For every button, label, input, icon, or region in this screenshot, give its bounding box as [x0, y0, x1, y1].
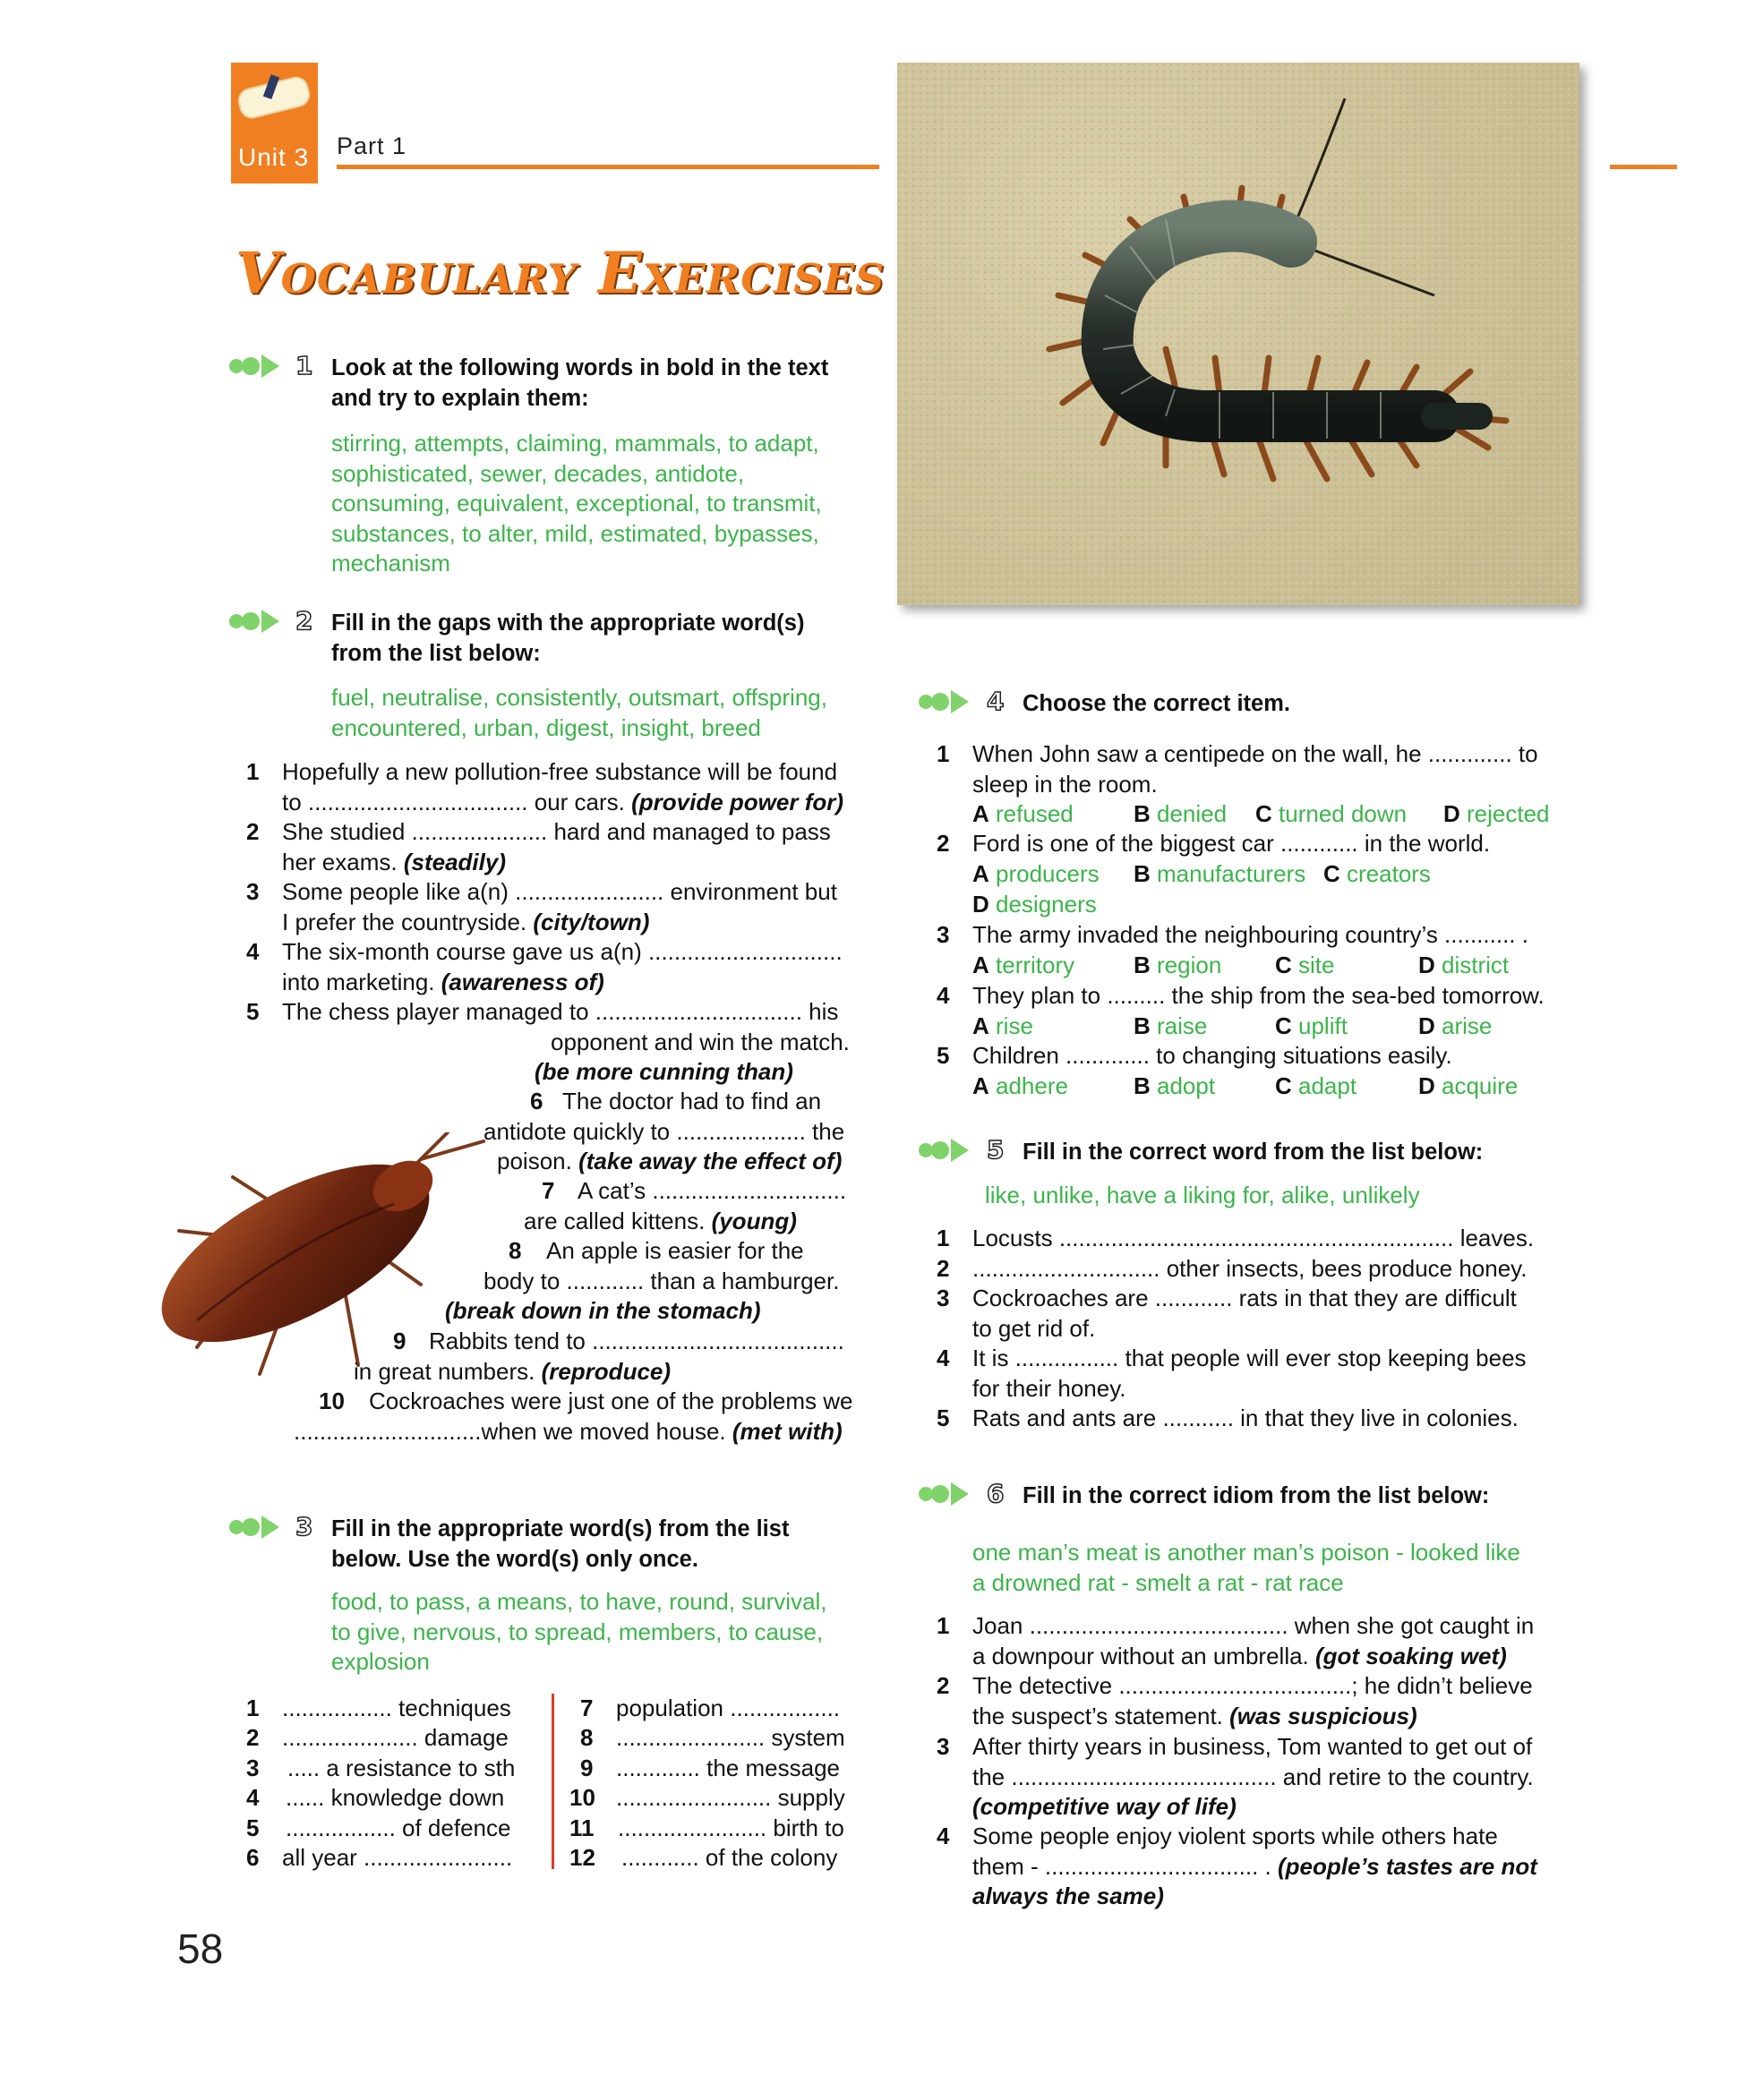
exercise-2-item — [524, 1176, 882, 1237]
exercise-6-instruction: Fill in the correct idiom from the list below: — [1023, 1483, 1490, 1508]
item-hint: (reproduce) — [541, 1357, 672, 1385]
item-number: 10 — [319, 1387, 345, 1414]
part-label: Part 1 — [337, 132, 407, 159]
exercise-1-instruction-line: and try to explain them: — [331, 386, 589, 411]
exercise-4-item — [937, 1041, 1581, 1071]
exercise-3-item — [246, 1843, 533, 1874]
option-word[interactable]: site — [1298, 952, 1335, 978]
exercise-2-item — [246, 997, 873, 1088]
item-number: 1 — [937, 1225, 950, 1251]
item-number: 1 — [246, 1695, 260, 1721]
option-letter: C — [1275, 1072, 1292, 1099]
exercise-4-number: 4 — [987, 687, 1005, 716]
exercise-2-instruction — [331, 608, 804, 669]
option-letter: A — [972, 860, 989, 887]
item-number: 9 — [393, 1327, 407, 1354]
option-letter: C — [1275, 952, 1292, 978]
centipede-image — [897, 63, 1579, 605]
option-word[interactable]: manufacturers — [1157, 860, 1306, 887]
item-text: It is ................ that people will ever stop keeping bees — [972, 1345, 1527, 1371]
item-hint: (steadily) — [403, 848, 506, 875]
item-number: 6 — [530, 1088, 543, 1114]
item-hint: (got soaking wet) — [1315, 1642, 1507, 1669]
item-number: 2 — [937, 1672, 950, 1699]
exercise-1-instruction — [331, 353, 828, 414]
exercise-3-item — [246, 1723, 533, 1754]
exercise-5-word-list — [985, 1181, 1420, 1211]
exercise-2-instruction-line: from the list below: — [331, 641, 541, 666]
item-text: ........................ supply — [616, 1784, 845, 1811]
option-word[interactable]: adhere — [996, 1072, 1068, 1099]
item-number: 10 — [569, 1784, 595, 1811]
exercise-3-item — [580, 1723, 876, 1754]
exercise-3-instruction-line: below. Use the word(s) only once. — [331, 1547, 698, 1572]
option-word[interactable]: refused — [996, 800, 1074, 827]
item-hint: (met with) — [732, 1417, 843, 1445]
exercise-6-word-list — [972, 1538, 1520, 1598]
item-text: to get rid of. — [972, 1314, 1096, 1342]
option-letter: B — [1134, 1012, 1151, 1039]
item-text: her exams. — [282, 848, 398, 875]
exercise-4-item — [937, 920, 1581, 951]
option-letter: D — [1418, 1012, 1435, 1039]
exercise-2-item — [354, 1327, 891, 1387]
item-text: ............................. other insects, bees produce honey. — [972, 1255, 1528, 1282]
item-text: Children ............. to changing situations easily. — [972, 1042, 1452, 1069]
exercise-5-item — [937, 1254, 1581, 1285]
item-text: in great numbers. — [354, 1357, 535, 1385]
item-hint: (city/town) — [533, 908, 650, 935]
option-letter: B — [1134, 800, 1151, 827]
option-word[interactable]: designers — [996, 891, 1097, 918]
word-list-line: to give, nervous, to spread, members, to cause, — [331, 1618, 824, 1645]
exercise-2-item — [484, 1236, 877, 1297]
option-word[interactable]: rejected — [1467, 800, 1550, 827]
item-hint: (take away the effect of) — [578, 1148, 843, 1174]
item-text: the suspect’s statement. — [972, 1702, 1223, 1729]
word-list-line: mechanism — [331, 550, 450, 576]
item-text: Rabbits tend to ....................................... — [429, 1327, 844, 1354]
item-text: ................. techniques — [282, 1695, 511, 1721]
item-text: Rats and ants are ........... in that they live in colonies. — [972, 1404, 1519, 1431]
item-hint: (was suspicious) — [1229, 1702, 1417, 1729]
exercise-3-number: 3 — [295, 1512, 313, 1541]
exercise-2-number: 2 — [295, 606, 313, 636]
option-letter: A — [972, 800, 989, 827]
exercise-arrow-icon — [227, 606, 281, 636]
item-text: a downpour without an umbrella. — [972, 1642, 1309, 1669]
item-number: 4 — [246, 1784, 260, 1811]
item-text: population ................. — [616, 1695, 841, 1721]
item-text: Cockroaches were just one of the problems we — [369, 1387, 853, 1414]
word-list-line: one man’s meat is another man’s poison - looked like — [972, 1539, 1520, 1566]
option-word[interactable]: district — [1442, 952, 1510, 978]
item-number: 2 — [246, 1724, 260, 1751]
item-number: 3 — [246, 878, 260, 905]
option-word[interactable]: producers — [996, 860, 1100, 887]
option-letter: A — [972, 952, 989, 978]
item-number: 11 — [569, 1814, 595, 1841]
section-title: Vocabulary Exercises — [235, 240, 886, 307]
exercise-5-number: 5 — [987, 1135, 1005, 1165]
item-number: 7 — [580, 1695, 594, 1721]
exercise-5-instruction: Fill in the correct word from the list below: — [1023, 1140, 1484, 1165]
exercise-1-word-list — [331, 429, 822, 579]
item-text: into marketing. — [282, 968, 435, 995]
item-text: poison. — [497, 1148, 572, 1174]
item-text: sleep in the room. — [972, 770, 1158, 798]
item-number: 4 — [937, 1823, 950, 1849]
option-letter: A — [972, 1012, 989, 1039]
header-rule-right — [1610, 165, 1677, 169]
item-text: ............ of the colony — [621, 1844, 838, 1871]
exercise-arrow-icon — [917, 687, 971, 717]
item-text: The detective ....................................; he didn’t believe — [972, 1672, 1533, 1699]
item-number: 7 — [542, 1177, 555, 1204]
option-letter: D — [1443, 800, 1460, 827]
page-number: 58 — [177, 1925, 224, 1972]
exercise-3-word-list — [331, 1587, 827, 1677]
item-hint: (provide power for) — [631, 788, 844, 815]
exercise-3-instruction-line: Fill in the appropriate word(s) from the list — [331, 1516, 790, 1541]
option-word[interactable]: adopt — [1157, 1072, 1216, 1099]
item-text: Locusts ............................................................. leaves. — [972, 1225, 1535, 1251]
item-text: Some people enjoy violent sports while others hate — [972, 1823, 1498, 1849]
item-text: A cat’s .............................. — [578, 1177, 847, 1204]
item-number: 1 — [937, 740, 950, 767]
item-text: Joan ........................................ when she got caught in — [972, 1612, 1535, 1639]
item-text: body to ............ than a hamburger. — [484, 1267, 840, 1294]
option-letter: C — [1323, 860, 1340, 887]
option-word[interactable]: adapt — [1298, 1072, 1357, 1099]
word-list-line: like, unlike, have a liking for, alike, unlikely — [985, 1182, 1420, 1208]
exercise-4-item — [937, 981, 1581, 1012]
option-word[interactable]: arise — [1442, 1012, 1493, 1039]
item-number: 8 — [580, 1724, 594, 1751]
exercise-2-item — [294, 1387, 885, 1447]
item-hint: (people’s tastes are not — [1277, 1852, 1537, 1880]
item-number: 2 — [937, 1255, 950, 1282]
exercise-6-number: 6 — [987, 1479, 1005, 1508]
item-text: I prefer the countryside. — [282, 908, 527, 935]
exercise-1-instruction-line: Look at the following words in bold in the text — [331, 355, 829, 380]
item-text: .............................when we moved house. — [294, 1417, 726, 1445]
exercise-6-item — [937, 1822, 1581, 1913]
exercise-5-item — [937, 1224, 1581, 1254]
word-list-line: food, to pass, a means, to have, round, survival, — [331, 1588, 827, 1615]
item-text: antidote quickly to .................... the — [484, 1117, 845, 1145]
item-text: ....................... system — [616, 1724, 845, 1751]
option-letter: A — [972, 1072, 989, 1099]
item-text: ..................... damage — [282, 1724, 509, 1751]
item-text: Hopefully a new pollution-free substance will be found — [282, 758, 838, 785]
item-text: ................. of defence — [286, 1814, 511, 1841]
item-text: are called kittens. — [524, 1207, 706, 1234]
exercise-6-item — [937, 1611, 1581, 1672]
centipede-photo — [897, 63, 1579, 605]
item-number: 2 — [937, 830, 950, 857]
item-text: The army invaded the neighbouring country’s ........... . — [972, 921, 1528, 948]
column-divider — [552, 1694, 554, 1869]
word-list-line: encountered, urban, digest, insight, breed — [331, 713, 761, 741]
item-text: When John saw a centipede on the wall, he ............. to — [972, 740, 1538, 767]
item-text: opponent and win the match. — [551, 1028, 850, 1055]
item-number: 5 — [246, 998, 260, 1025]
option-word[interactable]: turned down — [1279, 800, 1408, 827]
exercise-6-item — [937, 1671, 1581, 1732]
exercise-2-instruction-line: Fill in the gaps with the appropriate word(s) — [331, 610, 805, 636]
item-text: all year ....................... — [282, 1844, 513, 1871]
option-letter: B — [1134, 860, 1151, 887]
item-text: The doctor had to find an — [562, 1088, 822, 1114]
exercise-5-item — [937, 1404, 1581, 1434]
exercise-3-item — [246, 1783, 533, 1814]
item-number: 5 — [246, 1814, 260, 1841]
item-number: 2 — [246, 818, 260, 845]
item-text: Cockroaches are ............ rats in that they are difficult — [972, 1285, 1517, 1311]
item-number: 3 — [246, 1754, 260, 1781]
word-list-line: consuming, equivalent, exceptional, to transmit, — [331, 490, 822, 516]
exercise-3-item — [246, 1694, 533, 1724]
exercise-3-item — [246, 1814, 533, 1844]
exercise-2-item — [246, 877, 873, 938]
option-word[interactable]: raise — [1157, 1012, 1208, 1039]
exercise-5-item — [937, 1284, 1581, 1345]
item-number: 1 — [246, 758, 260, 785]
item-text: The chess player managed to ................................ his — [282, 998, 839, 1025]
option-word[interactable]: denied — [1157, 800, 1228, 827]
item-number: 3 — [937, 1285, 950, 1311]
option-letter: B — [1134, 1072, 1151, 1099]
item-hint: (be more cunning than) — [535, 1058, 793, 1085]
item-number: 5 — [937, 1042, 950, 1069]
exercise-6-item — [937, 1732, 1581, 1823]
item-text: ............. the message — [616, 1754, 840, 1781]
exercise-3-item — [580, 1694, 876, 1724]
exercise-4-item — [937, 829, 1581, 859]
item-number: 4 — [937, 1345, 950, 1371]
item-number: 12 — [569, 1844, 595, 1871]
exercise-2-word-list — [331, 683, 827, 743]
option-letter: D — [1418, 1072, 1435, 1099]
item-text: them - ................................. . — [972, 1852, 1271, 1880]
exercise-2-item-hint: (break down in the stomach) — [445, 1297, 761, 1324]
item-hint: (young) — [711, 1207, 797, 1234]
item-number: 6 — [246, 1844, 260, 1871]
item-text: They plan to ......... the ship from the sea-bed tomorrow. — [972, 982, 1545, 1009]
exercise-3-item — [580, 1754, 876, 1784]
exercise-3-instruction — [331, 1514, 789, 1575]
word-list-line: explosion — [331, 1648, 430, 1675]
item-number: 5 — [937, 1404, 950, 1431]
item-text: An apple is easier for the — [546, 1237, 804, 1264]
item-text: to .................................. our cars. — [282, 788, 625, 815]
item-hint: (competitive way of life) — [972, 1793, 1237, 1820]
option-word[interactable]: territory — [996, 952, 1075, 978]
option-word[interactable]: region — [1157, 952, 1222, 978]
item-number: 4 — [246, 938, 260, 965]
item-text: ...... knowledge down — [286, 1784, 505, 1811]
item-hint: always the same) — [972, 1882, 1164, 1909]
exercise-arrow-icon — [227, 351, 281, 381]
item-number: 8 — [509, 1237, 522, 1264]
item-text: the ......................................... and retire to the country. — [972, 1763, 1534, 1790]
item-text: Ford is one of the biggest car ............ in the world. — [972, 830, 1491, 857]
item-number: 3 — [937, 921, 950, 948]
option-letter: C — [1255, 800, 1272, 827]
option-letter: B — [1134, 952, 1151, 978]
item-text: ....................... birth to — [618, 1814, 844, 1841]
item-text: for their honey. — [972, 1374, 1126, 1402]
exercise-arrow-icon — [917, 1135, 971, 1165]
exercise-3-item — [569, 1843, 876, 1874]
item-number: 1 — [937, 1612, 950, 1639]
exercise-2-item — [246, 937, 873, 998]
exercise-arrow-icon — [917, 1479, 971, 1509]
exercise-3-item — [569, 1783, 876, 1814]
option-word[interactable]: creators — [1347, 860, 1431, 887]
exercise-1-number: 1 — [295, 351, 313, 380]
option-letter: C — [1275, 1012, 1292, 1039]
item-number: 3 — [937, 1733, 950, 1760]
exercise-5-item — [937, 1344, 1581, 1404]
exercise-2-item — [246, 817, 873, 878]
word-list-line: stirring, attempts, claiming, mammals, to adapt, — [331, 430, 819, 457]
item-hint: (awareness of) — [441, 968, 604, 995]
word-list-line: sophisticated, sewer, decades, antidote, — [331, 459, 745, 487]
option-letter: D — [1418, 952, 1435, 978]
item-text: ..... a resistance to sth — [287, 1754, 516, 1781]
exercise-arrow-icon — [227, 1512, 281, 1542]
word-list-line: fuel, neutralise, consistently, outsmart, offspring, — [331, 684, 827, 711]
option-word[interactable]: rise — [996, 1012, 1033, 1039]
word-list-line: a drowned rat - smelt a rat - rat race — [972, 1568, 1344, 1596]
exercise-3-item — [246, 1754, 533, 1784]
item-number: 4 — [937, 982, 950, 1009]
item-text: The six-month course gave us a(n) .............................. — [282, 938, 843, 965]
item-text: After thirty years in business, Tom wanted to get out of — [972, 1733, 1533, 1760]
word-list-line: substances, to alter, mild, estimated, bypasses, — [331, 519, 819, 547]
unit-label: Unit 3 — [238, 143, 310, 171]
item-text: Some people like a(n) ....................... environment but — [282, 878, 837, 905]
exercise-2-item — [246, 757, 873, 818]
item-text: She studied ..................... hard and managed to pass — [282, 818, 831, 845]
exercise-2-item — [484, 1087, 877, 1178]
option-word[interactable]: acquire — [1442, 1072, 1519, 1099]
option-letter: D — [972, 891, 989, 918]
exercise-4-instruction: Choose the correct item. — [1023, 691, 1290, 716]
item-number: 9 — [580, 1754, 594, 1781]
header-rule — [337, 165, 879, 169]
exercise-3-item — [569, 1814, 876, 1844]
option-word[interactable]: uplift — [1298, 1012, 1348, 1039]
